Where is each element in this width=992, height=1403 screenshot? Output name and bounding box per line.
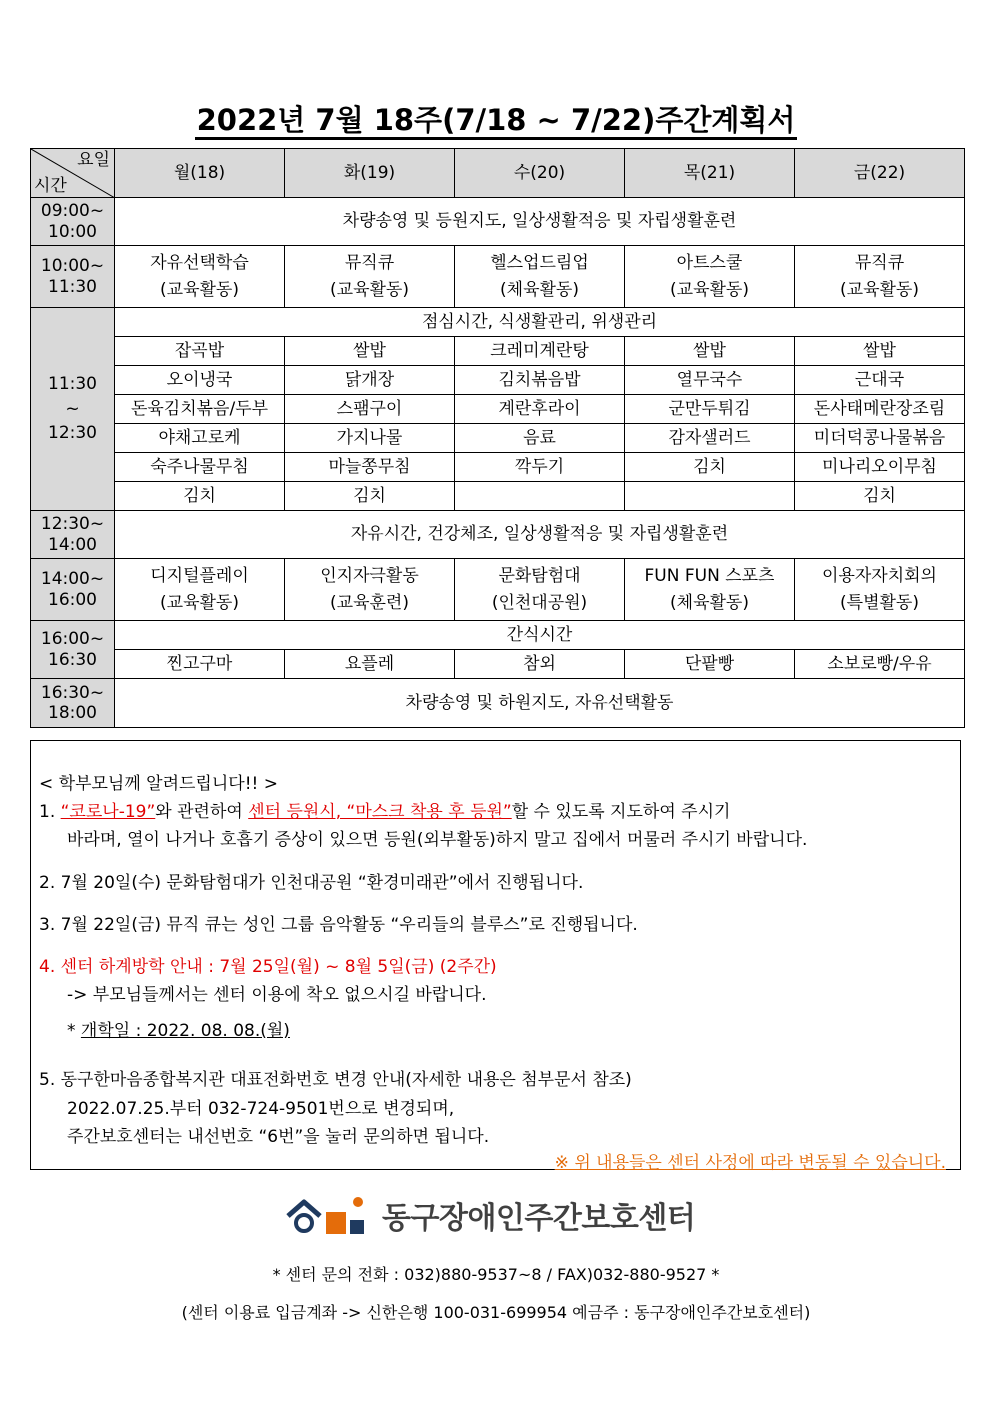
- snack-item: 찐고구마: [115, 650, 285, 679]
- menu-item: 스팸구이: [285, 395, 455, 424]
- activity-cell: 뮤직큐 (교육활동): [795, 246, 965, 308]
- menu-row: [31, 337, 965, 366]
- menu-item: 미나리오이무침: [795, 453, 965, 482]
- menu-item: 숙주나물무침: [115, 453, 285, 482]
- menu-item: 미더덕콩나물볶음: [795, 424, 965, 453]
- snack-item: 소보로빵/우유: [795, 650, 965, 679]
- activity-cell: 문화탐험대 (인천대공원): [455, 559, 625, 621]
- page-title: 2022년 7월 18주(7/18 ~ 7/22)주간계획서: [0, 98, 992, 139]
- menu-row: [31, 395, 965, 424]
- day-header: 월(18): [115, 149, 285, 198]
- menu-item: 돈사태메란장조림: [795, 395, 965, 424]
- activity-cell: 자유선택학습 (교육활동): [115, 246, 285, 308]
- notice-item-3: 3. 7월 22일(금) 뮤직 큐는 성인 그룹 음악활동 “우리들의 블루스”로 진행됩니다.: [39, 915, 638, 935]
- menu-item: 계란후라이: [455, 395, 625, 424]
- day-header: 화(19): [285, 149, 455, 198]
- house-logo-icon: [286, 1192, 376, 1238]
- corner-time-label: 시간: [34, 175, 67, 196]
- notice-item-1-cont: 바라며, 열이 나거나 호흡기 증상이 있으면 등원(외부활동)하지 말고 집에서 머물러 주시기 바랍니다.: [67, 830, 808, 850]
- slot-banner: 자유시간, 건강체조, 일상생활적응 및 자립생활훈련: [115, 511, 965, 559]
- notice-heading: < 학부모님께 알려드립니다!! >: [39, 774, 278, 794]
- snack-item: 단팥빵: [625, 650, 795, 679]
- time-cell: 14:00~ 16:00: [31, 559, 115, 621]
- header-row: [31, 149, 965, 198]
- notice-item-5-cont2: 주간보호센터는 내선번호 “6번”을 눌러 문의하면 됩니다.: [67, 1127, 490, 1147]
- menu-item: 오이냉국: [115, 366, 285, 395]
- menu-item: 김치: [115, 482, 285, 511]
- time-cell: 16:00~ 16:30: [31, 621, 115, 679]
- menu-row: [31, 482, 965, 511]
- menu-row: [31, 453, 965, 482]
- menu-item: 쌀밥: [625, 337, 795, 366]
- contact-line: * 센터 문의 전화 : 032)880-9537~8 / FAX)032-880-9527 *: [272, 1265, 720, 1284]
- notice-reopen-date: * 개학일 : 2022. 08. 08.(월): [67, 1021, 290, 1041]
- center-name: 동구장애인주간보호센터: [382, 1201, 696, 1236]
- notice-box: [30, 740, 961, 1173]
- activity-cell: 이용자자치회의 (특별활동): [795, 559, 965, 621]
- snack-item: 요플레: [285, 650, 455, 679]
- time-cell: 09:00~ 10:00: [31, 198, 115, 246]
- notice-item-5: 5. 동구한마음종합복지관 대표전화번호 변경 안내(자세한 내용은 첨부문서 참조): [39, 1070, 632, 1090]
- menu-item: 깍두기: [455, 453, 625, 482]
- menu-item: 마늘쫑무침: [285, 453, 455, 482]
- activity-cell: 인지자극활동 (교육훈련): [285, 559, 455, 621]
- corner-day-label: 요일: [77, 150, 110, 170]
- menu-item: 김치볶음밥: [455, 366, 625, 395]
- activity-cell: 헬스업드림업 (체육활동): [455, 246, 625, 308]
- menu-item: 열무국수: [625, 366, 795, 395]
- menu-item: 김치: [625, 453, 795, 482]
- disclaimer: ※ 위 내용들은 센터 사정에 따라 변동될 수 있습니다.: [554, 1153, 946, 1173]
- slot-banner: 차량송영 및 등원지도, 일상생활적응 및 자립생활훈련: [115, 198, 965, 246]
- notice-item-5-cont1: 2022.07.25.부터 032-724-9501번으로 변경되며,: [67, 1099, 455, 1119]
- time-cell: 16:30~ 18:00: [31, 679, 115, 728]
- menu-item: 쌀밥: [285, 337, 455, 366]
- center-logo: [286, 1190, 695, 1240]
- menu-item: 야채고로케: [115, 424, 285, 453]
- notice-item-1: 1. “코로나-19”와 관련하여 센터 등원시, “마스크 착용 후 등원”할 수 있도록 지도하여 주시기: [39, 802, 731, 822]
- account-line: (센터 이용료 입금계좌 -> 신한은행 100-031-699954 예금주 : 동구장애인주간보호센터): [181, 1303, 811, 1322]
- menu-item: 크레미계란탕: [455, 337, 625, 366]
- menu-row: [31, 366, 965, 395]
- day-header: 금(22): [795, 149, 965, 198]
- activity-cell: 뮤직큐 (교육활동): [285, 246, 455, 308]
- notice-item-4-cont: -> 부모님들께서는 센터 이용에 착오 없으시길 바랍니다.: [67, 985, 487, 1005]
- menu-item: 닭개장: [285, 366, 455, 395]
- activity-cell: 아트스쿨 (교육활동): [625, 246, 795, 308]
- time-cell: 11:30 ~ 12:30: [31, 308, 115, 511]
- time-cell: 12:30~ 14:00: [31, 511, 115, 559]
- menu-item: 돈육김치볶음/두부: [115, 395, 285, 424]
- menu-item: 감자샐러드: [625, 424, 795, 453]
- menu-item: [625, 482, 795, 511]
- menu-item: 음료: [455, 424, 625, 453]
- menu-item: 가지나물: [285, 424, 455, 453]
- snack-row: [31, 650, 965, 679]
- snack-banner: 간식시간: [115, 621, 965, 650]
- schedule-table: [30, 148, 965, 728]
- menu-item: 김치: [285, 482, 455, 511]
- menu-item: [455, 482, 625, 511]
- notice-item-2: 2. 7월 20일(수) 문화탐험대가 인천대공원 “환경미래관”에서 진행됩니다.: [39, 873, 584, 893]
- menu-row: [31, 424, 965, 453]
- activity-cell: FUN FUN 스포츠 (체육활동): [625, 559, 795, 621]
- menu-item: 근대국: [795, 366, 965, 395]
- day-header: 수(20): [455, 149, 625, 198]
- lunch-banner: 점심시간, 식생활관리, 위생관리: [115, 308, 965, 337]
- day-header: 목(21): [625, 149, 795, 198]
- activity-cell: 디지털플레이 (교육활동): [115, 559, 285, 621]
- corner-cell: [31, 149, 115, 198]
- notice-item-4: 4. 센터 하계방학 안내 : 7월 25일(월) ~ 8월 5일(금) (2주간): [39, 957, 497, 977]
- menu-item: 김치: [795, 482, 965, 511]
- time-cell: 10:00~ 11:30: [31, 246, 115, 308]
- slot-banner: 차량송영 및 하원지도, 자유선택활동: [115, 679, 965, 728]
- menu-item: 군만두튀김: [625, 395, 795, 424]
- menu-item: 잡곡밥: [115, 337, 285, 366]
- snack-item: 참외: [455, 650, 625, 679]
- menu-item: 쌀밥: [795, 337, 965, 366]
